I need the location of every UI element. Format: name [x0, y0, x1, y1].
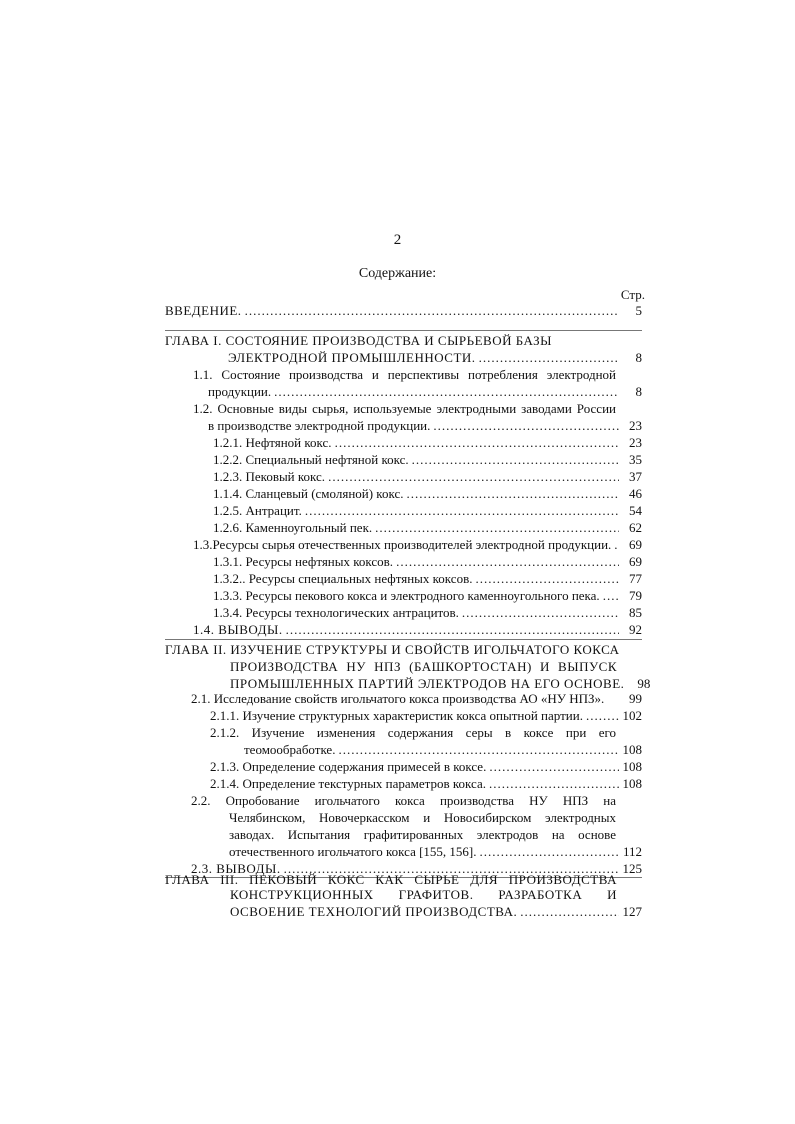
toc-entry-page: 8 — [635, 350, 642, 365]
toc-entry-page: 37 — [629, 469, 642, 484]
chapter-2-heading-line2: ПРОИЗВОДСТВА НУ НПЗ (БАШКОРТОСТАН) И ВЫПУСК — [230, 659, 617, 674]
toc-entry-text: 1.3.4. Ресурсы технологических антрацитов. — [213, 605, 459, 620]
chapter-3-heading-line2: КОНСТРУКЦИОННЫХ ГРАФИТОВ. РАЗРАБОТКА И — [230, 887, 617, 902]
toc-entry-text: 1.3.1. Ресурсы нефтяных коксов. — [213, 554, 394, 569]
chapter-2-heading-line1: ГЛАВА II. ИЗУЧЕНИЕ СТРУКТУРЫ И СВОЙСТВ ИГОЛЬЧАТОГО КОКСА — [165, 642, 620, 657]
toc-entry-text: 1.4. ВЫВОДЫ. — [193, 622, 283, 637]
toc-entry-page: 5 — [635, 303, 642, 318]
toc-entry-page: 69 — [629, 537, 642, 552]
toc-entry-text: 2.1.3. Определение содержания примесей в коксе. — [210, 759, 487, 774]
toc-entry-section-1-3 — [193, 536, 642, 554]
toc-entry-text: 1.2.1. Нефтяной кокс. — [213, 435, 332, 450]
toc-entry-text: 1.3.3. Ресурсы пекового кокса и электродного каменноугольного пека. — [213, 588, 600, 603]
section-1-2-line2: в производстве электродной продукции. — [208, 418, 431, 433]
section-2-2-line4: отечественного игольчатого кокса [155, 156]. — [229, 844, 477, 859]
toc-entry-1-2-6 — [213, 519, 642, 537]
section-2-1-2-line1: 2.1.2. Изучение изменения содержания серы в коксе при его — [210, 725, 616, 740]
toc-entry-page: 54 — [629, 503, 642, 518]
toc-entry-2-1-4 — [210, 775, 642, 793]
section-2-2-line3: заводах. Испытания графитированных электродов на основе — [229, 827, 616, 842]
divider — [165, 639, 642, 640]
toc-entry-page: 69 — [629, 554, 642, 569]
toc-entry-page: 23 — [629, 418, 642, 433]
toc-entry-1-2-2 — [213, 451, 642, 469]
toc-entry-1-1-4 — [213, 485, 642, 503]
toc-entry-section-1-2 — [208, 417, 642, 435]
chapter-1-heading-line1: ГЛАВА I. СОСТОЯНИЕ ПРОИЗВОДСТВА И СЫРЬЕВОЙ БАЗЫ — [165, 333, 552, 348]
toc-entry-text: 2.1.1. Изучение структурных характеристик кокса опытной партии. — [210, 708, 583, 723]
toc-entry-1-2-3 — [213, 468, 642, 486]
section-2-1-2-line2: теомообработке. — [244, 742, 336, 757]
toc-entry-page: 35 — [629, 452, 642, 467]
toc-entry-text: 1.2.2. Специальный нефтяной кокс. — [213, 452, 409, 467]
toc-entry-page: 125 — [622, 861, 642, 876]
toc-entry-page: 108 — [622, 776, 642, 791]
toc-entry-page: 62 — [629, 520, 642, 535]
page-column-label: Стр. — [620, 287, 645, 302]
toc-entry-2-1-3 — [210, 758, 642, 776]
toc-entry-text: 2.1. Исследование свойств игольчатого кокса производства АО «НУ НПЗ». — [191, 691, 605, 706]
section-1-1-line1: 1.1. Состояние производства и перспективы потребления электродной — [193, 367, 616, 382]
toc-entry-page: 23 — [629, 435, 642, 450]
toc-entry-page: 85 — [629, 605, 642, 620]
toc-entry-1-3-3 — [213, 587, 642, 605]
toc-entry-text: 1.2.6. Каменноугольный пек. — [213, 520, 373, 535]
chapter-2-heading-line3: ПРОМЫШЛЕННЫХ ПАРТИЙ ЭЛЕКТРОДОВ НА ЕГО ОСНОВЕ. — [230, 676, 625, 691]
toc-entry-page: 112 — [622, 844, 642, 859]
toc-entry-section-1-1 — [208, 383, 642, 401]
toc-entry-page: 108 — [622, 759, 642, 774]
toc-entry-page: 46 — [629, 486, 642, 501]
toc-entry-page: 98 — [637, 676, 651, 691]
toc-entry-page: 102 — [622, 708, 642, 723]
toc-entry-text: 1.3.2.. Ресурсы специальных нефтяных коксов. — [213, 571, 473, 586]
chapter-3-heading-line1: ГЛАВА III. ПЕКОВЫЙ КОКС КАК СЫРЬЕ ДЛЯ ПРОИЗВОДСТВА — [165, 872, 617, 887]
toc-entry-1-3-2 — [213, 570, 642, 588]
section-2-2-line2: Челябинском, Новочеркасском и Новосибирском электродных — [229, 810, 616, 825]
toc-entry-2-1-2 — [244, 741, 642, 759]
toc-entry-text: 1.2.5. Антрацит. — [213, 503, 302, 518]
toc-title: Содержание: — [358, 266, 437, 281]
toc-entry-page: 8 — [635, 384, 642, 399]
toc-entry-text: 2.3. ВЫВОДЫ. — [191, 861, 281, 876]
toc-entry-1-3-4 — [213, 604, 642, 622]
divider — [165, 330, 642, 331]
toc-entry-text: ВВЕДЕНИЕ. — [165, 303, 242, 318]
toc-entry-page: 92 — [629, 622, 642, 637]
toc-entry-intro — [165, 302, 642, 320]
section-2-2-line1: 2.2. Опробование игольчатого кокса производства НУ НПЗ на — [191, 793, 616, 808]
toc-entry-chapter-3 — [230, 903, 642, 921]
toc-entry-text: 1.1.4. Сланцевый (смоляной) кокс. — [213, 486, 404, 501]
toc-entry-text: 2.1.4. Определение текстурных параметров кокса. — [210, 776, 487, 791]
toc-entry-2-1-1 — [210, 707, 642, 725]
toc-entry-section-2-2 — [229, 843, 642, 861]
chapter-1-heading-line2: ЭЛЕКТРОДНОЙ ПРОМЫШЛЕННОСТИ. — [228, 350, 476, 365]
page-number: 2 — [393, 232, 402, 248]
toc-entry-text: 1.3.Ресурсы сырья отечественных производителей электродной продукции. — [193, 537, 612, 552]
toc-entry-text: 1.2.3. Пековый кокс. — [213, 469, 326, 484]
toc-entry-section-1-4 — [193, 621, 642, 639]
toc-entry-1-2-1 — [213, 434, 642, 452]
toc-entry-page: 127 — [622, 904, 642, 919]
toc-entry-1-3-1 — [213, 553, 642, 571]
section-1-1-line2: продукции. — [208, 384, 272, 399]
toc-entry-page: 77 — [629, 571, 642, 586]
toc-entry-page: 99 — [629, 691, 642, 706]
chapter-3-heading-line3: ОСВОЕНИЕ ТЕХНОЛОГИЙ ПРОИЗВОДСТВА. — [230, 904, 518, 919]
toc-entry-1-2-5 — [213, 502, 642, 520]
section-1-2-line1: 1.2. Основные виды сырья, используемые электродными заводами России — [193, 401, 616, 416]
toc-entry-page: 108 — [622, 742, 642, 757]
toc-entry-chapter-1 — [228, 349, 642, 367]
toc-entry-page: 79 — [629, 588, 642, 603]
toc-entry-section-2-1 — [191, 690, 642, 708]
